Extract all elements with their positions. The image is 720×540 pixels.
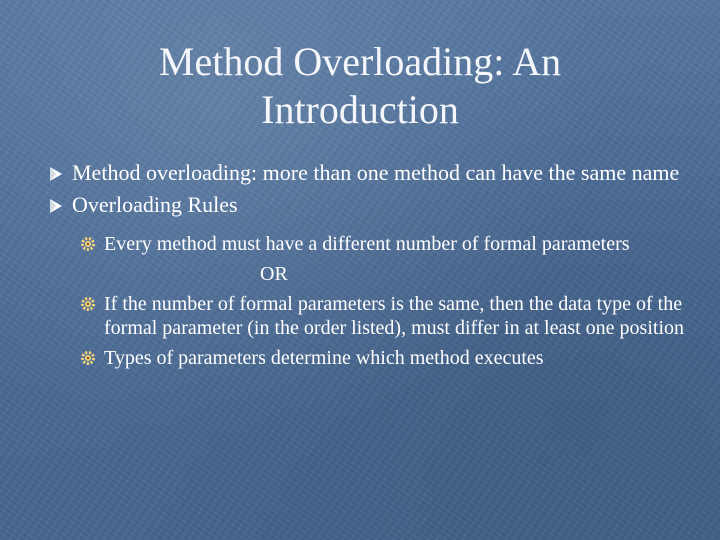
gear-bullet-icon xyxy=(80,296,96,312)
bullet-item xyxy=(48,192,688,218)
gear-bullet-icon xyxy=(80,236,96,252)
gear-bullet-icon xyxy=(80,350,96,366)
bullet-list xyxy=(48,160,688,376)
sub-bullet-item xyxy=(80,232,688,256)
or-separator: OR xyxy=(260,263,288,285)
sub-bullet-list xyxy=(80,232,688,370)
sub-bullet-text: Types of parameters determine which method executes xyxy=(104,347,544,369)
bullet-text: Overloading Rules xyxy=(72,192,238,217)
arrow-bullet-icon xyxy=(48,166,64,182)
bullet-text: Method overloading: more than one method can have the same name xyxy=(72,160,680,185)
slide-title xyxy=(60,38,660,134)
title-line-1: Method Overloading: An xyxy=(158,39,562,84)
sub-bullet-text: If the number of formal parameters is the same, then the data type of the formal parameter (in the order listed), must differ in at least one position xyxy=(104,293,685,339)
sub-bullet-item xyxy=(80,292,688,340)
sub-bullet-text: Every method must have a different number of formal parameters xyxy=(104,233,630,255)
sub-bullet-item xyxy=(80,346,688,370)
arrow-bullet-icon xyxy=(48,198,64,214)
bullet-item xyxy=(48,160,688,186)
title-line-2: Introduction xyxy=(261,87,459,132)
